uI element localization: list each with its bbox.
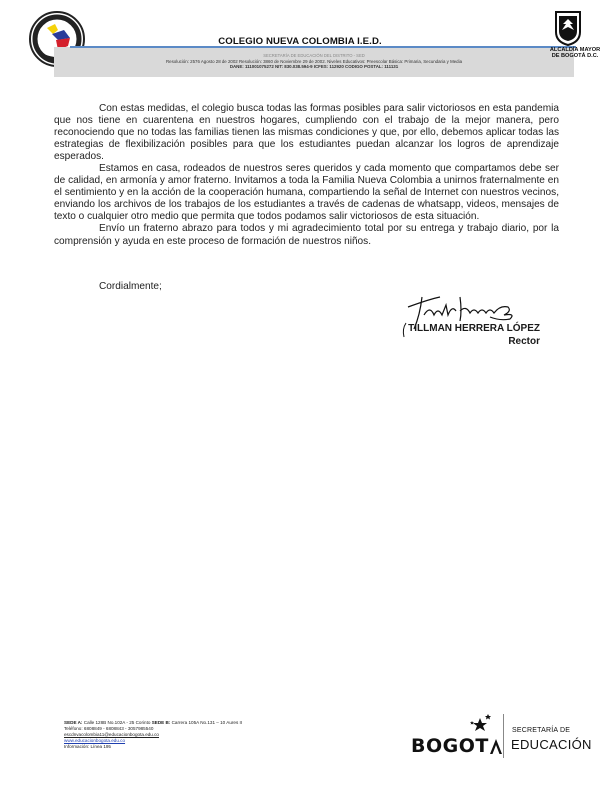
secretaria-small-label: SECRETARÍA DE bbox=[512, 727, 571, 734]
school-name: COLEGIO NUEVA COLOMBIA I.E.D. bbox=[218, 36, 382, 47]
resolution-line: Resolución: 2576 Agosto 28 de 2002 Resolución: 3860 de Noviembre 29 de 2002. Niveles Educativos: Preescolar Básica: Primaria, Secundaria y Media bbox=[165, 58, 463, 64]
footer-contact-info bbox=[64, 720, 242, 750]
signer-name: TILLMAN HERRERA LÓPEZ bbox=[408, 323, 540, 334]
bogota-a-glyph bbox=[489, 735, 503, 757]
info-line: Información: Línea 195 bbox=[64, 744, 111, 750]
closing: Cordialmente; bbox=[99, 281, 162, 292]
website-link[interactable]: www.educacionbogota.edu.co bbox=[64, 738, 126, 744]
educacion-label: EDUCACIÓN bbox=[511, 737, 592, 752]
signer-title: Rector bbox=[508, 336, 540, 347]
paragraph-3: Envío un fraterno abrazo para todos y mi agradecimiento total por su entrega y trabajo diario, por la comprensión y ayuda en este proceso de formación de nuestros niños. bbox=[54, 223, 559, 247]
bogota-crest-icon bbox=[553, 10, 583, 46]
sede-b-address: Carrera 105A No.131 – 10 Aures II bbox=[171, 720, 243, 725]
sede-a-address: Calle 128B No.102A - 25 Corinto bbox=[83, 720, 151, 725]
footer-divider bbox=[503, 714, 504, 758]
phone-line: Teléfono: 6808849 - 6808843 - 3057985540 bbox=[64, 726, 154, 732]
sede-a-label: SEDE A: bbox=[64, 720, 83, 725]
paragraph-2: Estamos en casa, rodeados de nuestros seres queridos y cada momento que compartamos debe ser de calidad, en armonía y amor fraterno. Invitamos a toda la Familia Nueva Colombia a unirnos fraternalmente en el sentimiento y en la acción de la cooperación humana, compartiendo la señal de Internet con nuestros vecinos, enviando los archivos de los trabajos de los estudiantes a través de cadenas de whatsapp, videos, mensajes de texto o cualquier otro medio que permita que todos podamos salir victoriosos de esta situación. bbox=[54, 163, 559, 223]
secretaria-line: SECRETARÍA DE EDUCACIÓN DEL DISTRITO - SED bbox=[263, 53, 365, 58]
sede-b-label: SEDE B: bbox=[151, 720, 171, 725]
alcaldia-label bbox=[538, 47, 612, 59]
paragraph-1: Con estas medidas, el colegio busca todas las formas posibles para salir victoriosos en esta pandemia que nos tiene en cuarentena en nuestros hogares, cumpliendo con el trabajo de la mejor manera, pero reconociendo que no todas las familias tienen las mismas condiciones y que, por ello, debemos aplicar todas las estrategias de flexibilización posibles para que los estudiantes puedan alcanzar los logros de aprendizaje esperados. bbox=[54, 103, 559, 163]
alcaldia-line-1: ALCALDÍA MAYOR bbox=[549, 47, 601, 53]
star-icon bbox=[468, 712, 494, 738]
letter-body bbox=[54, 103, 559, 248]
alcaldia-line-2: DE BOGOTÁ D.C. bbox=[551, 53, 599, 59]
bogota-wordmark: BOGOT bbox=[411, 735, 503, 757]
email-link[interactable]: escdnvacolombia11@educacionbogota.edu.co bbox=[64, 732, 159, 738]
dane-line: DANE: 111001075272 NIT: 830.038.594-9 ICFES: 112920 CODIGO POSTAL: 111131 bbox=[229, 64, 399, 69]
